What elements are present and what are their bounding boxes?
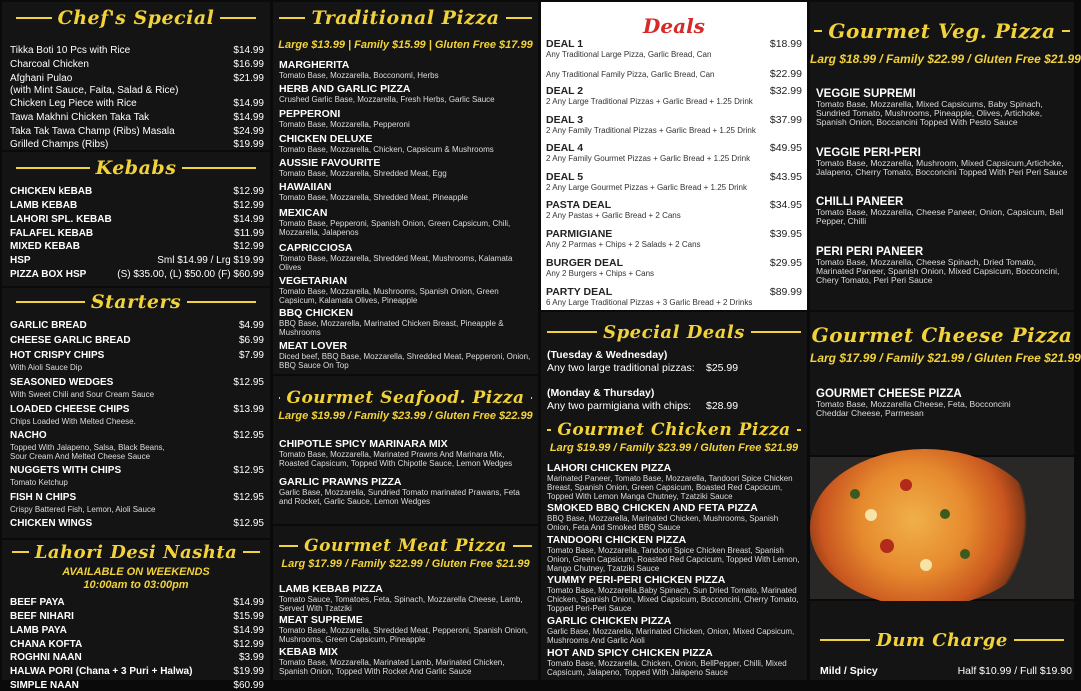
availability-hours: 10:00am to 03:00pm [83, 579, 189, 591]
deals-title: Deals [643, 14, 705, 38]
menu-item: Taka Tak Tawa Champ (Ribs) Masala $24.99 [10, 126, 264, 137]
menu-item: LAMB KEBAB $12.99 [10, 200, 264, 211]
deal-item: DEAL 1 Any Traditional Large Pizza, Garlic Bread, Can $18.99 [546, 38, 802, 59]
pizza-item: TANDOORI CHICKEN PIZZA Tomato Base, Mozzarella, Tandoori Spice Chicken Breast, Spanish Onion, Green Capsicum, Roasted Red Capcicum, Topped With Lemon, Mango Chutney, Tzatziki Sauce [547, 534, 800, 573]
section-title: Chef's Special [57, 7, 215, 29]
pizza-item: CHIPOTLE SPICY MARINARA MIX Tomato Base, Mozzarella, Marinated Prawns And Marinara Mix, Roasted Capsicum, Topped With Chipotle Sauce, Lemon Wedges [279, 438, 513, 468]
menu-item: CHANA KOFTA $12.99 [10, 639, 264, 650]
menu-item: PIZZA BOX HSP (S) $35.00, (L) $50.00 (F) $60.99 [10, 269, 264, 280]
pizza-item: GARLIC PRAWNS PIZZA Garlic Base, Mozzarella, Sundried Tomato marinated Prawans, Feta and Rocket, Garlic Sauce, Lemon Wedges [279, 476, 520, 506]
pizza-item: VEGGIE SUPREMI Tomato Base, Mozzarella, Mixed Capsicums, Baby Spinach, Sundried Tomato, Mushrooms, Pineapple, Olives, Artichoke, Spanish Onion, Boccancini Topped With Pesto Sauce [816, 88, 1043, 127]
pizza-item: HOT AND SPICY CHICKEN PIZZA Tomato Base, Mozzarella, Chicken, Onion, BellPepper, Chilli, Mixed Capsicum, Jalapeno, Topped With Jalapeno Sauce [547, 647, 787, 677]
menu-item: Tawa Makhni Chicken Taka Tak $14.99 [10, 112, 264, 123]
meat-pizza-panel [273, 526, 538, 680]
price-line: Large $19.99 / Family $23.99 / Gluten Free $22.99 [278, 410, 533, 422]
deal-item: PASTA DEAL 2 Any Pastas + Garlic Bread + 2 Cans $34.95 [546, 199, 802, 220]
section-title: Special Deals [603, 321, 745, 343]
deals-panel [541, 2, 807, 310]
deal-item: DEAL 3 2 Any Family Traditional Pizzas + Garlic Bread + 1.25 Drink $37.99 [546, 114, 802, 135]
pizza-item: YUMMY PERI-PERI CHICKEN PIZZA Tomato Base, Mozzarella,Baby Spinach, Sun Dried Tomato, Marinated Chicken, Spanish Onion, Mixed Capsicum, Bocconcini, Cherry Tomato, Topped Peri-Peri Sauce [547, 574, 799, 613]
special-price: $28.99 [706, 400, 739, 412]
pizza-item: HERB AND GARLIC PIZZA Crushed Garlic Base, Mozzarella, Fresh Herbs, Garlic Sauce [279, 83, 495, 104]
menu-item-note: (with Mint Sauce, Faita, Salad & Rice) [10, 85, 179, 96]
price-line: Large $13.99 | Family $15.99 | Gluten Free $17.99 [278, 39, 533, 51]
kebabs-panel [2, 152, 270, 286]
menu-item: SIMPLE NAAN $60.99 [10, 680, 264, 691]
menu-item: Afghani Pulao $21.99 [10, 73, 264, 84]
menu-item: LAMB PAYA $14.99 [10, 625, 264, 636]
menu-item: CHEESE GARLIC BREAD $6.99 [10, 335, 264, 346]
pizza-item: MARGHERITA Tomato Base, Mozzarella, Bocconoml, Herbs [279, 59, 439, 80]
menu-item: LAHORI SPL. KEBAB $14.99 [10, 214, 264, 225]
menu-item: Charcoal Chicken $16.99 [10, 59, 264, 70]
section-title: Gourmet Veg. Pizza [828, 19, 1056, 43]
menu-item-desc: With Aioli Sauce Dip [10, 363, 83, 372]
traditional-heading [273, 6, 538, 30]
menu-item-desc: With Sweet Chili and Sour Cream Sauce [10, 390, 155, 399]
pizza-item: KEBAB MIX Tomato Base, Mozzarella, Marinated Lamb, Marinated Chicken, Spanish Onion, Topped With Rocket And Garlic Sauce [279, 646, 505, 676]
menu-item: ROGHNI NAAN $3.99 [10, 652, 264, 663]
section-title: Kebabs [95, 157, 177, 179]
special-price: $25.99 [706, 362, 739, 374]
pizza-item: BBQ CHICKEN BBQ Base, Mozzarella, Marinated Chicken Breast, Pineapple & Mushrooms [279, 307, 504, 337]
menu-item: HOT CRISPY CHIPS $7.99 [10, 350, 264, 361]
pizza-item: GARLIC CHICKEN PIZZA Garlic Base, Mozzarella, Marinated Chicken, Onion, Mixed Capsicum, Mushrooms And Garlic Aioli [547, 615, 795, 645]
special-deals-heading [541, 320, 807, 344]
pizza-photo [810, 457, 1074, 599]
seafood-pizza-panel [273, 376, 538, 524]
pizza-item: HAWAIIAN Tomato Base, Mozzarella, Shredded Meat, Pineapple [279, 181, 468, 202]
dum-heading [810, 627, 1074, 653]
nashta-heading [2, 540, 270, 564]
menu-item: NUGGETS WITH CHIPS $12.95 [10, 465, 264, 476]
menu-item: SEASONED WEDGES $12.95 [10, 377, 264, 388]
pizza-item: MEAT LOVER Diced beef, BBQ Base, Mozzarella, Shredded Meat, Pepperoni, Onion, BBQ Sauce On Top [279, 340, 531, 370]
starters-panel [2, 288, 270, 538]
pizza-item: MEXICAN Tomato Base, Pepperoni, Spanish Onion, Green Capsicum, Chili, Mozzarella, Jalapenos [279, 207, 511, 237]
availability-note: AVAILABLE ON WEEKENDS [62, 566, 210, 578]
special-deals-panel [541, 312, 807, 680]
price-line: Larg $18.99 / Family $22.99 / Gluten Free $21.99 [810, 52, 1081, 66]
pizza-item: LAHORI CHICKEN PIZZA Marinated Paneer, Tomato Base, Mozzarella, Tandoori Spice Chicken Breast, Spanish Onion, Green Capsicum, Boasted Red Capcicum, Topped With Lemon Manga Chutney, Tzatziki Sauce [547, 462, 793, 501]
menu-item-desc: Topped With Jalapeno, Salsa, Black Beans, Sour Cream And Melted Cheese Sauce [10, 443, 165, 461]
kebabs-heading [2, 156, 270, 180]
menu-item: GARLIC BREAD $4.99 [10, 320, 264, 331]
section-title: Gourmet Cheese Pizza [811, 323, 1073, 347]
special-day: (Tuesday & Wednesday) [547, 349, 668, 361]
menu-item: FISH N CHIPS $12.95 [10, 492, 264, 503]
pizza-item: CHICKEN DELUXE Tomato Base, Mozzarella, Chicken, Capsicum & Mushrooms [279, 133, 494, 154]
menu-item: BEEF PAYA $14.99 [10, 597, 264, 608]
deal-item: DEAL 5 2 Any Large Gourmet Pizzas + Garlic Bread + 1.25 Drink $43.95 [546, 171, 802, 192]
pizza-item: AUSSIE FAVOURITE Tomato Base, Mozzarella, Shredded Meat, Egg [279, 157, 447, 178]
section-title: Gourmet Meat Pizza [304, 536, 507, 556]
menu-item-desc: Tomato Ketchup [10, 478, 68, 487]
pizza-item: SMOKED BBQ CHICKEN AND FETA PIZZA BBQ Base, Mozzarella, Marinated Chicken, Mushrooms, Spanish Onion, Feta And Smoked BBQ Sauce [547, 502, 779, 532]
pizza-image [810, 449, 1040, 607]
menu-item-desc: Chips Loaded With Melted Cheese. [10, 417, 136, 426]
menu-item-desc: Crispy Battered Fish, Lemon, Aioli Sauce [10, 505, 156, 514]
special-day: (Monday & Thursday) [547, 387, 655, 399]
dum-charge-panel [810, 601, 1074, 680]
section-title: Gourmet Chicken Pizza [557, 420, 791, 440]
seafood-heading [273, 386, 538, 410]
chefs-special-panel [2, 2, 270, 150]
price-line: Larg $17.99 / Family $21.99 / Gluten Free $21.99 [810, 351, 1081, 365]
section-title: Traditional Pizza [311, 7, 500, 29]
menu-item: Grilled Champs (Ribs) $19.99 [10, 139, 264, 150]
chicken-heading [541, 418, 807, 442]
deal-item: PARMIGIANE Any 2 Parmas + Chips + 2 Salads + 2 Cans $39.95 [546, 228, 802, 249]
pizza-item: CHILLI PANEER Tomato Base, Mozzarella, Cheese Paneer, Onion, Capsicum, Bell Pepper, Chilli [816, 196, 1064, 226]
menu-item: CHICKEN WINGS $12.95 [10, 518, 264, 529]
pizza-item: VEGETARIAN Tomato Base, Mozzarella, Mushrooms, Spanish Onion, Green Capsicum, Kalamata Olives, Pineapple [279, 275, 499, 305]
menu-item: BEEF NIHARI $15.99 [10, 611, 264, 622]
deal-item: DEAL 4 2 Any Family Gourmet Pizzas + Garlic Bread + 1.25 Drink $49.95 [546, 142, 802, 163]
deal-item: Any Traditional Family Pizza, Garlic Bread, Can $22.99 [546, 68, 802, 80]
cheese-pizza-panel [810, 312, 1081, 455]
special-desc: Any two parmigiana with chips: [547, 400, 692, 412]
menu-item: HSP Sml $14.99 / Lrg $19.99 [10, 255, 264, 266]
section-title: Gourmet Seafood. Pizza [286, 388, 525, 408]
section-title: Starters [90, 291, 182, 313]
pizza-item: PERI PERI PANEER Tomato Base, Mozzarella, Cheese Spinach, Dried Tomato, Marinated Paneer, Spanish Onion, Mixed Capsicum, Bocconcini, Chery Tomato, Peri Peri Sauce [816, 246, 1060, 285]
section-title: Lahori Desi Nashta [34, 541, 238, 563]
dum-label: Mild / Spicy [820, 665, 878, 677]
pizza-item: VEGGIE PERI-PERI Tomato Base, Mozzarella, Mushroom, Mixed Capsicum,Artichcke, Jalapeno, Cherry Tomato, Bocconcini Topped With Peri Peri Sauce [816, 147, 1068, 177]
pizza-item: GOURMET CHEESE PIZZA Tomato Base, Mozzarella Cheese, Feta, Bocconcini Cheddar Cheese, Parmesan [816, 388, 1011, 418]
traditional-pizza-panel [273, 2, 538, 374]
pizza-item: PEPPERONI Tomato Base, Mozzarella, Pepperoni [279, 108, 410, 129]
pizza-item: MEAT SUPREME Tomato Base, Mozzarella, Shredded Meat, Pepperoni, Spanish Onion, Mushrooms, Green Capsicum, Pineapple [279, 614, 529, 644]
deal-item: BURGER DEAL Any 2 Burgers + Chips + Cans $29.95 [546, 257, 802, 278]
starters-heading [2, 290, 270, 314]
deal-item: PARTY DEAL 6 Any Large Traditional Pizzas + 3 Garlic Bread + 2 Drinks $89.99 [546, 286, 802, 307]
special-desc: Any two large traditional pizzas: [547, 362, 695, 374]
menu-item: Tikka Boti 10 Pcs with Rice $14.99 [10, 45, 264, 56]
lahori-nashta-panel [2, 540, 270, 691]
menu-item: LOADED CHEESE CHIPS $13.99 [10, 404, 264, 415]
menu-item: FALAFEL KEBAB $11.99 [10, 228, 264, 239]
veg-heading [810, 18, 1074, 44]
meat-heading [273, 534, 538, 558]
pizza-item: LAMB KEBAB PIZZA Tomato Sauce, Tomatoes, Feta, Spinach, Mozzarella Cheese, Lamb, Served With Tzatziki [279, 583, 523, 613]
section-title: Dum Charge [876, 629, 1008, 651]
deal-item: DEAL 2 2 Any Large Traditional Pizzas + Garlic Bread + 1.25 Drink $32.99 [546, 85, 802, 106]
menu-item: NACHO $12.95 [10, 430, 264, 441]
chefs-special-heading [2, 6, 270, 30]
menu-item: Chicken Leg Piece with Rice $14.99 [10, 98, 264, 109]
veg-pizza-panel [810, 2, 1081, 310]
price-line: Larg $17.99 / Family $22.99 / Gluten Free $21.99 [281, 558, 530, 570]
price-line: Larg $19.99 / Family $23.99 / Gluten Free $21.99 [549, 442, 799, 454]
menu-item: CHICKEN kEBAB $12.99 [10, 186, 264, 197]
cheese-heading [810, 322, 1074, 348]
pizza-item: CAPRICCIOSA Tomato Base, Mozzarella, Shredded Meat, Mushrooms, Kalamata Olives [279, 242, 513, 272]
menu-item: MIXED KEBAB $12.99 [10, 241, 264, 252]
dum-price: Half $10.99 / Full $19.90 [957, 665, 1072, 677]
menu-item: HALWA PORI (Chana + 3 Puri + Halwa) $19.99 [10, 666, 264, 677]
